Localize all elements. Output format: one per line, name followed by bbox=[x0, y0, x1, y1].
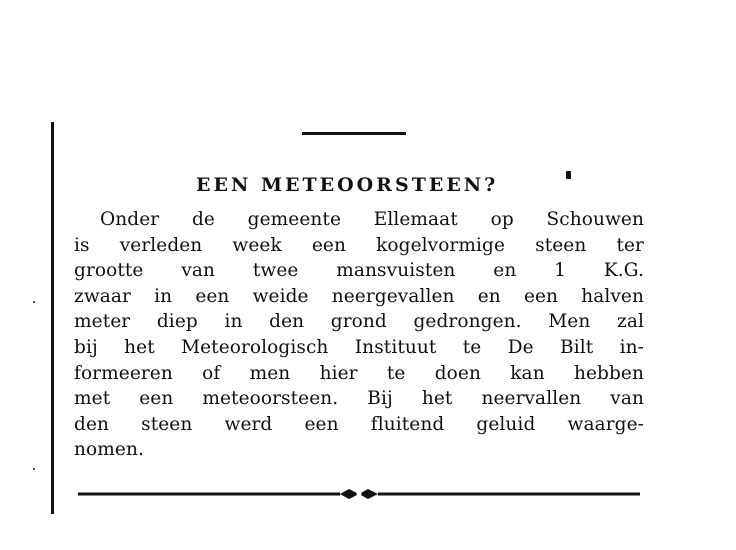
edge-speck bbox=[33, 468, 35, 470]
body-line-8: met een meteoorsteen. Bij het neervallen van bbox=[74, 388, 644, 410]
body-line-4: zwaar in een weide neergevallen en een halven bbox=[74, 285, 644, 307]
ornament-right-line bbox=[378, 493, 640, 496]
body-line-9: den steen werd een fluitend geluid waarge- bbox=[74, 413, 644, 435]
ornament-center-dot bbox=[357, 492, 362, 497]
ornament-left-diamond bbox=[340, 489, 359, 499]
bottom-ornament-rule bbox=[78, 487, 640, 501]
top-divider-rule bbox=[302, 132, 406, 135]
body-line-7: formeeren of men hier te doen kan hebben bbox=[74, 362, 644, 384]
body-line-3: grootte van twee mansvuisten en 1 K.G. bbox=[74, 260, 644, 282]
ornament-svg bbox=[78, 487, 640, 501]
body-line-1: Onder de gemeente Ellemaat op Schouwen bbox=[100, 209, 644, 230]
article-headline: EEN METEOORSTEEN? bbox=[196, 174, 499, 196]
article-body bbox=[74, 207, 644, 463]
edge-speck bbox=[33, 301, 35, 303]
print-speck bbox=[566, 171, 571, 179]
ornament-right-diamond bbox=[359, 489, 378, 499]
body-line-10: nomen. bbox=[74, 439, 144, 461]
body-line-5: meter diep in den grond gedrongen. Men zal bbox=[74, 311, 644, 333]
body-line-6: bij het Meteorologisch Instituut te De Bilt in- bbox=[74, 336, 644, 358]
body-line-2: is verleden week een kogelvormige steen ter bbox=[74, 234, 644, 256]
column-rule-left bbox=[51, 122, 54, 514]
ornament-left-line bbox=[78, 493, 340, 496]
